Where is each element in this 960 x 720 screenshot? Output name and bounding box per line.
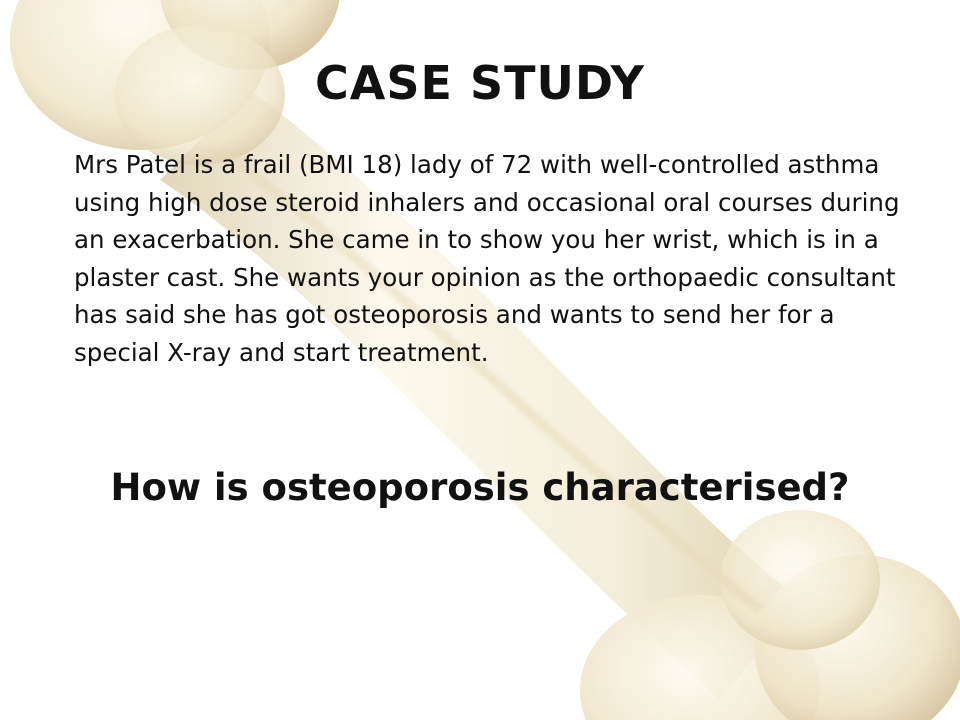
case-description: Mrs Patel is a frail (BMI 18) lady of 72 with well-controlled asthma using high dose steroid inhalers and occasional oral courses during an exacerbation. She came in to show you her wrist, which is in a plaster cast. She wants your opinion as the orthopaedic consultant has said she has got osteoporosis and wants to send her for a special X-ray and start treatment. [74,150,900,367]
bone-head-lower-mid [720,510,880,650]
question-text: How is osteoporosis characterised? [110,466,850,509]
slide-title: CASE STUDY [315,56,645,110]
